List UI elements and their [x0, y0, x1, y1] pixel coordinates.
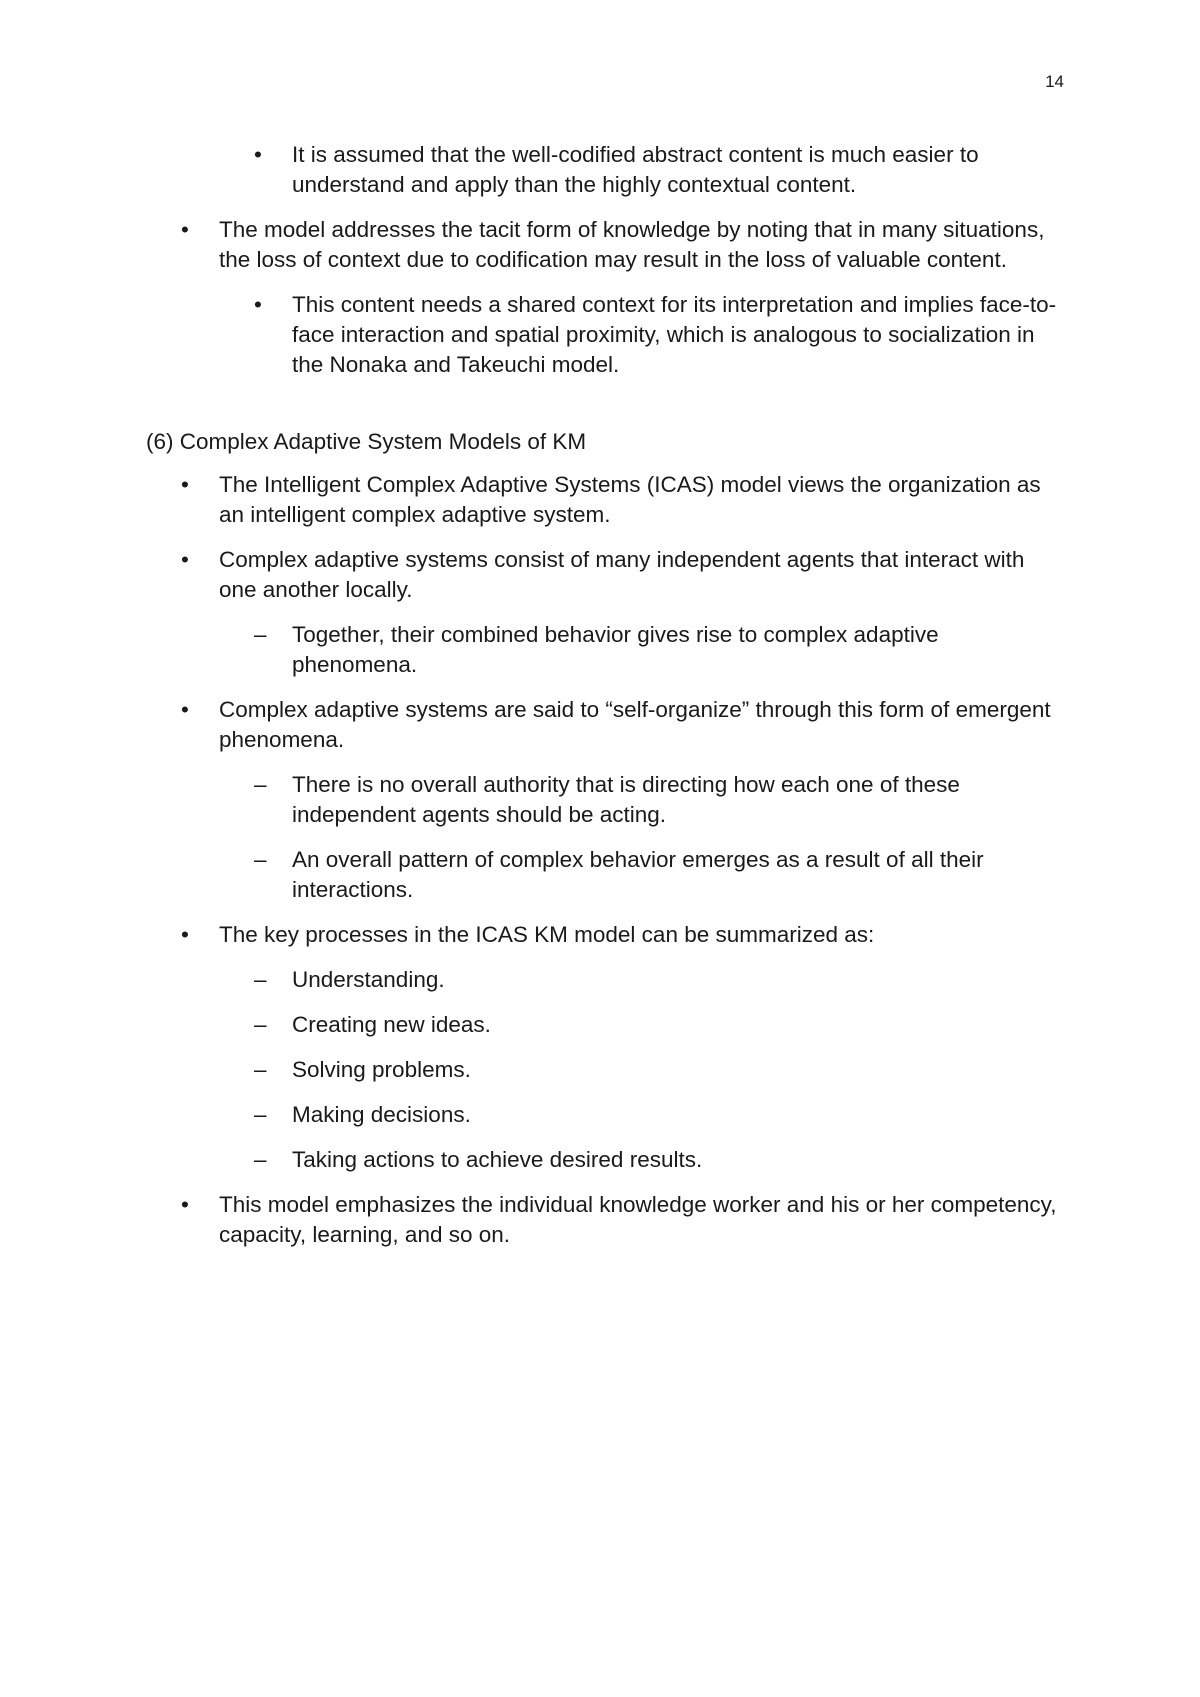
dash-marker: –	[254, 1102, 267, 1127]
list-item-text: Solving problems.	[292, 1057, 471, 1082]
list-item-text: Making decisions.	[292, 1102, 471, 1127]
dash-marker: –	[254, 967, 267, 992]
dash-marker: –	[254, 772, 267, 797]
list-item-text: Complex adaptive systems consist of many independent agents that interact with one another locally.	[219, 547, 1025, 602]
list-item	[146, 215, 1066, 275]
sub-list-item	[146, 845, 1066, 905]
sub-list-item	[146, 770, 1066, 830]
list-item	[146, 140, 1066, 200]
bullet-marker: •	[181, 1192, 189, 1217]
list-item-text: This content needs a shared context for its interpretation and implies face-to-face interaction and spatial proximity, which is analogous to socialization in the Nonaka and Takeuchi model.	[292, 292, 1057, 377]
sub-list-item	[146, 1055, 1066, 1085]
dash-marker: –	[254, 1012, 267, 1037]
dash-marker: –	[254, 1147, 267, 1172]
list-item-text: Understanding.	[292, 967, 445, 992]
list-item-text: The Intelligent Complex Adaptive Systems (ICAS) model views the organization as an intelligent complex adaptive system.	[219, 472, 1041, 527]
list-item-text: Complex adaptive systems are said to “self-organize” through this form of emergent phenomena.	[219, 697, 1051, 752]
list-item-text: There is no overall authority that is directing how each one of these independent agents should be acting.	[292, 772, 960, 827]
dash-marker: –	[254, 847, 267, 872]
list-item	[146, 920, 1066, 950]
list-item-text: This model emphasizes the individual knowledge worker and his or her competency, capacity, learning, and so on.	[219, 1192, 1057, 1247]
bullet-marker: •	[254, 292, 262, 317]
bullet-marker: •	[181, 217, 189, 242]
sub-list-item	[146, 1100, 1066, 1130]
sub-list-item	[146, 965, 1066, 995]
list-item	[146, 545, 1066, 605]
list-item-text: The key processes in the ICAS KM model can be summarized as:	[219, 922, 875, 947]
sub-list-item	[146, 1145, 1066, 1175]
bullet-marker: •	[181, 472, 189, 497]
list-item	[146, 470, 1066, 530]
sub-list-item	[146, 620, 1066, 680]
bullet-marker: •	[181, 922, 189, 947]
list-item-text: It is assumed that the well-codified abstract content is much easier to understand and apply than the highly contextual content.	[292, 142, 979, 197]
sub-list-item	[146, 1010, 1066, 1040]
list-item-text: Creating new ideas.	[292, 1012, 491, 1037]
dash-marker: –	[254, 622, 267, 647]
bullet-marker: •	[254, 142, 262, 167]
list-item	[146, 695, 1066, 755]
list-item-text: Together, their combined behavior gives rise to complex adaptive phenomena.	[292, 622, 939, 677]
list-item	[146, 1190, 1066, 1250]
bullet-marker: •	[181, 547, 189, 572]
list-item	[146, 290, 1066, 380]
list-item-text: The model addresses the tacit form of knowledge by noting that in many situations, the loss of context due to codification may result in the loss of valuable content.	[219, 217, 1045, 272]
list-item-text: Taking actions to achieve desired results.	[292, 1147, 703, 1172]
section-heading: (6) Complex Adaptive System Models of KM	[146, 429, 587, 454]
page-number: 14	[1045, 72, 1064, 91]
dash-marker: –	[254, 1057, 267, 1082]
list-item-text: An overall pattern of complex behavior emerges as a result of all their interactions.	[292, 847, 984, 902]
document-body	[146, 140, 1066, 1265]
bullet-marker: •	[181, 697, 189, 722]
